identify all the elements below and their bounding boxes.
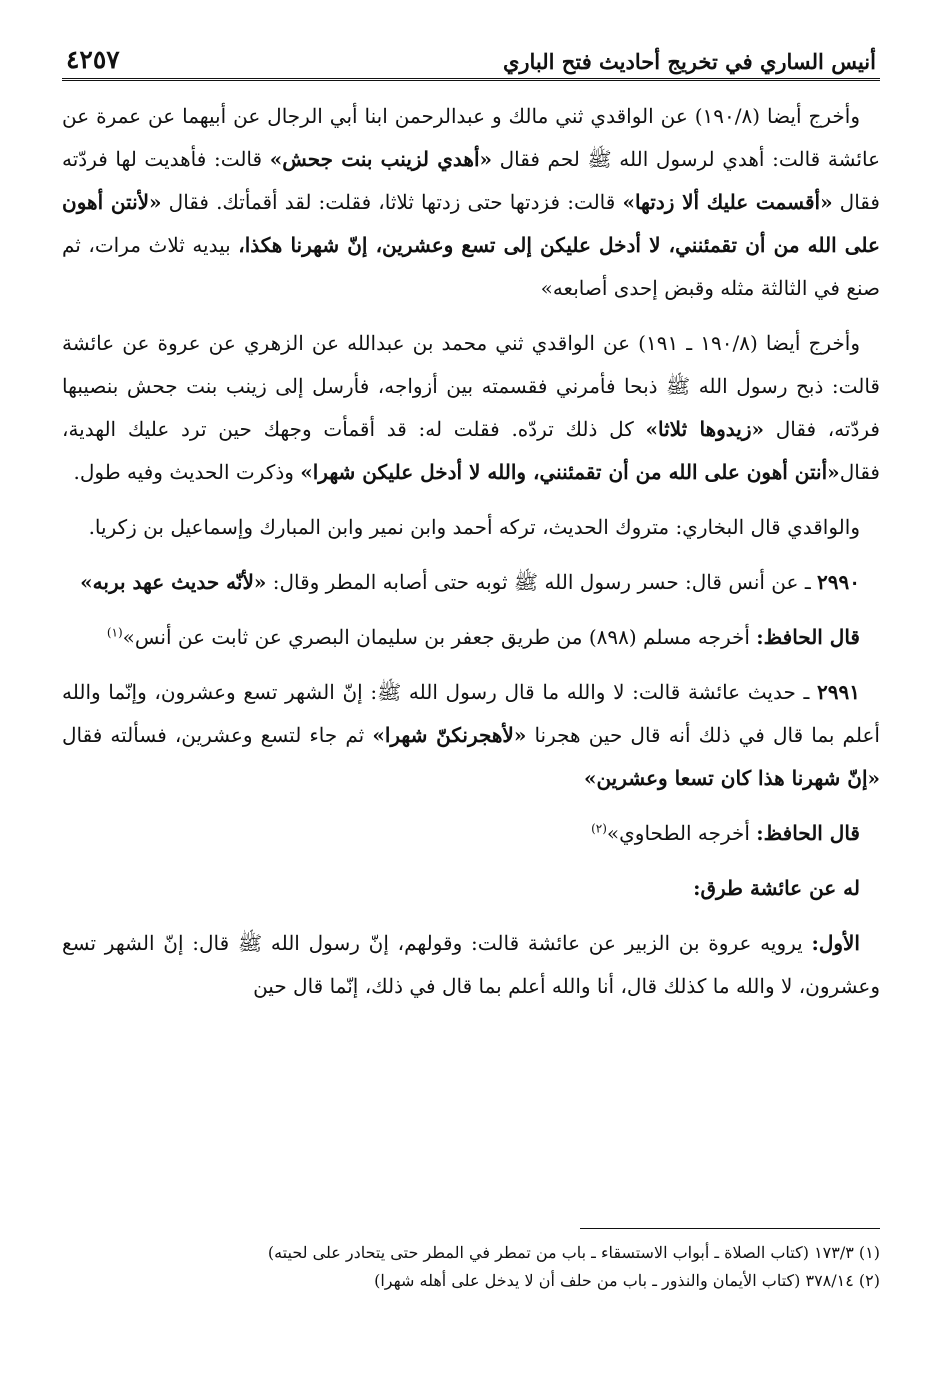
paragraph <box>62 506 880 549</box>
bold-text: «لأنتن أهون على الله من أن تقمئنني، لا أدخل عليكن إلى تسع وعشرين، إنّ شهرنا هكذا، <box>62 190 880 257</box>
footnote-ref: (٢) <box>591 821 607 836</box>
bold-text: له عن عائشة طرق: <box>693 876 860 900</box>
bold-text: «أقسمت عليك ألا زدتها» <box>622 190 833 214</box>
text-run: وأخرج أيضا (١٩٠/٨ ـ ١٩١) عن الواقدي ثني محمد بن عبدالله عن الزهري عن عروة عن عائشة قالت: ذبح رسول الله ﷺ ذبحا فأمرني فقسمته بين أزواجه، فأرسل إلى زينب بنت جحش بنصيبها فردّته، فقال <box>62 331 880 441</box>
bold-text: «إنّ شهرنا هذا كان تسعا وعشرين» <box>583 766 880 790</box>
text-run: قالت: فأهديت لها فردّته فقال <box>62 147 880 214</box>
text-run: يرويه عروة بن الزبير عن عائشة قالت: وقولهم، إنّ رسول الله ﷺ قال: إنّ الشهر تسع وعشرون، لا والله ما كذلك قال، أنا والله أعلم بما قال في ذلك، إنّما قال حين <box>62 931 880 998</box>
footnote: (١) ١٧٣/٣ (كتاب الصلاة ـ أبواب الاستسقاء ـ باب من تمطر في المطر حتى يتحادر على لحيته) <box>267 1243 880 1262</box>
page-body <box>62 95 880 1008</box>
page-number: ٤٢٥٧ <box>66 45 120 74</box>
footnotes <box>62 1228 880 1295</box>
bold-text: قال الحافظ: <box>756 821 860 845</box>
bold-text: «أهدي لزينب بنت جحش» <box>269 147 493 171</box>
text-run: ـ عن أنس قال: حسر رسول الله ﷺ ثوبه حتى أصابه المطر وقال: <box>266 570 818 594</box>
footnote: (٢) ٣٧٨/١٤ (كتاب الأيمان والنذور ـ باب من حلف أن لا يدخل على أهله شهرا) <box>374 1271 880 1290</box>
commentary <box>62 812 880 855</box>
bold-text: «زيدوها ثلاثا» <box>645 417 764 441</box>
text-run: ـ حديث عائشة قالت: لا والله ما قال رسول الله ﷺ: إنّ الشهر تسع وعشرون، وإنّما والله أعلم بما قال في ذلك أنه قال حين هجرنا <box>62 680 880 747</box>
text-run: قالت: فزدتها حتى زدتها ثلاثا، فقلت: لقد أقمأتك. فقال <box>161 190 623 214</box>
bold-text: قال الحافظ: <box>756 625 860 649</box>
paragraph <box>62 922 880 1008</box>
text-run: بيديه ثلاث مرات، ثم صنع في الثالثة مثله وقبض إحدى أصابعه» <box>62 233 880 300</box>
commentary <box>62 616 880 659</box>
section-heading <box>62 867 880 910</box>
footnote-ref: (١) <box>106 625 123 640</box>
book-page <box>62 28 880 1385</box>
hadith-entry <box>62 671 880 800</box>
text-run: وأخرج أيضا (١٩٠/٨) عن الواقدي ثني مالك و عبدالرحمن ابنا أبي الرجال عن أبيهما عن عمرة عن عائشة قالت: أهدي لرسول الله ﷺ لحم فقال <box>62 104 881 171</box>
bold-text: ٢٩٩٠ <box>817 570 860 594</box>
text-run: وذكرت الحديث وفيه طول. <box>73 460 301 484</box>
text-run: أخرجه الطحاوي» <box>606 821 757 845</box>
bold-text: «أنتن أهون على الله من أن تقمئنني، والله لا أدخل عليكن شهرا» <box>300 460 840 484</box>
bold-text: الأول: <box>811 931 860 955</box>
footnote-divider <box>580 1228 880 1229</box>
text-run: ثم جاء لتسع وعشرين، فسألته فقال <box>62 723 373 747</box>
book-title: أنيس الساري في تخريج أحاديث فتح الباري <box>502 49 876 74</box>
running-header <box>62 28 880 81</box>
bold-text: «لأهجرنكنّ شهرا» <box>372 723 527 747</box>
text-run: كل ذلك تردّه. فقلت له: قد أقمأت وجهك حين ترد عليك الهدية، فقال <box>62 417 880 484</box>
bold-text: «لأنّه حديث عهد بربه» <box>80 570 267 594</box>
text-run: والواقدي قال البخاري: متروك الحديث، تركه أحمد وابن نمير وابن المبارك وإسماعيل بن زكريا. <box>88 515 860 539</box>
paragraph <box>62 322 880 494</box>
paragraph <box>62 95 880 310</box>
bold-text: ٢٩٩١ <box>817 680 860 704</box>
hadith-entry <box>62 561 880 604</box>
text-run: أخرجه مسلم (٨٩٨) من طريق جعفر بن سليمان البصري عن ثابت عن أنس» <box>122 625 757 649</box>
